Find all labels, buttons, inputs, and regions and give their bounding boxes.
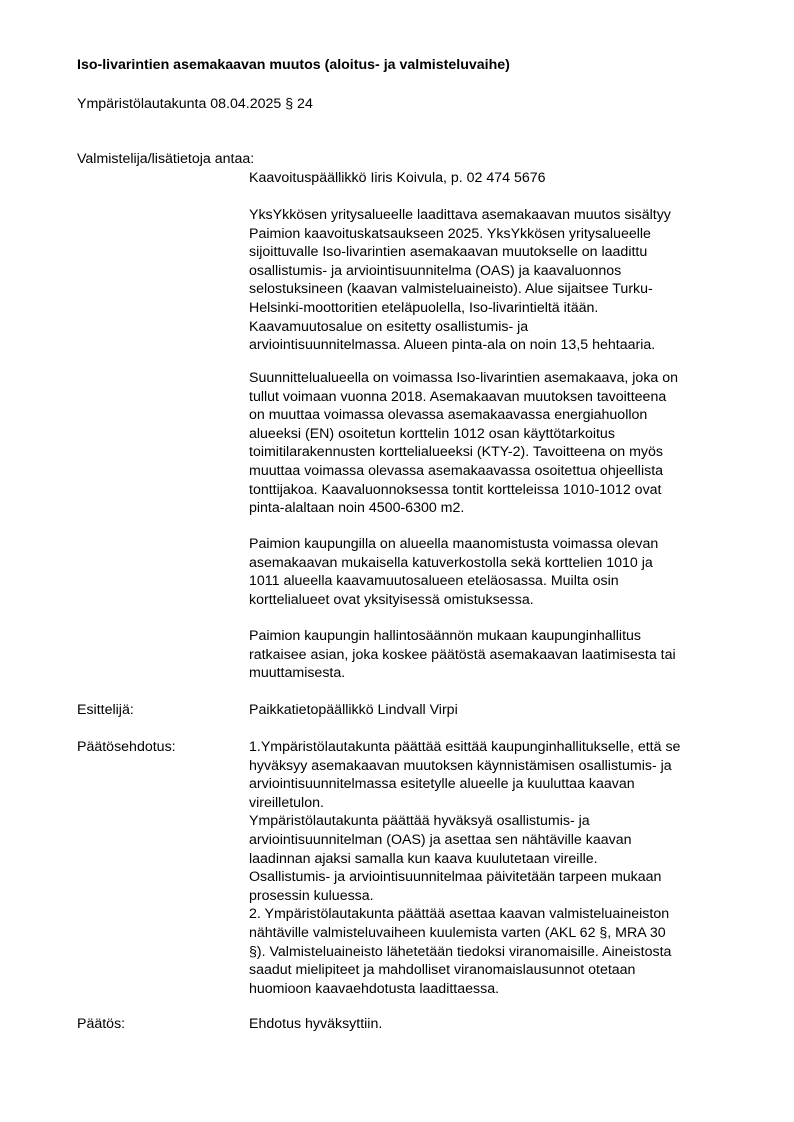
- proposal-line: nähtäville valmisteluvaiheen kuulemista varten (AKL 62 §, MRA 30: [249, 924, 666, 941]
- proposal-text: [249, 738, 739, 998]
- paragraph-line: Suunnittelualueella on voimassa Iso-livarintien asemakaava, joka on: [249, 370, 679, 386]
- proposal-label: Päätösehdotus:: [77, 739, 176, 755]
- paragraph-line: osallistumis- ja arviointisuunnitelma (OAS) ja kaavaluonnos: [249, 262, 622, 279]
- proposal-line: vireilletulon.: [249, 794, 324, 811]
- proposal-line: laadinnan ajaksi samalla kun kaava kuulutetaan vireille.: [249, 850, 598, 867]
- paragraph-line: Paimion kaupungin hallintosäännön mukaan kaupunginhallitus: [249, 628, 642, 644]
- paragraph-line: toimitilarakennusten korttelialueeksi (KTY-2). Tavoitteena on myös: [249, 444, 664, 461]
- paragraph-line: selostuksineen (kaavan valmisteluaineisto). Alue sijaitsee Turku-: [249, 281, 653, 298]
- document-title: Iso-livarintien asemakaavan muutos (aloitus- ja valmisteluvaihe): [77, 57, 510, 73]
- proposal-line: Osallistumis- ja arviointisuunnitelmaa päivitetään tarpeen mukaan: [249, 869, 662, 886]
- paragraph-line: alueeksi (EN) osoitetun korttelin 1012 osan käyttötarkoitus: [249, 425, 615, 442]
- paragraph-3: [249, 535, 739, 609]
- paragraph-line: arviointisuunnitelmassa. Alueen pinta-ala on noin 13,5 hehtaaria.: [249, 337, 656, 354]
- paragraph-line: YksYkkösen yritysalueelle laadittava asemakaavan muutos sisältyy: [249, 207, 671, 223]
- proposal-line: hyväksyy asemakaavan muutoksen käynnistämisen osallistumis- ja: [249, 757, 672, 774]
- proposal-line: §). Valmisteluaineisto lähetetään tiedoksi viranomaisille. Aineistosta: [249, 943, 672, 960]
- presenter-label: Esittelijä:: [77, 702, 134, 718]
- proposal-line: arviointisuunnitelman (OAS) ja asettaa sen nähtäville kaavan: [249, 831, 632, 848]
- decision-label: Päätös:: [77, 1016, 126, 1032]
- paragraph-line: sijoittuvalle Iso-livarintien asemakaavan muutokselle on laadittu: [249, 244, 648, 261]
- paragraph-line: Paimion kaavoituskatsaukseen 2025. YksYkkösen yritysalueelle: [249, 225, 651, 242]
- paragraph-4: [249, 627, 739, 683]
- proposal-line: 1.Ympäristölautakunta päättää esittää kaupunginhallitukselle, että se: [249, 739, 681, 755]
- paragraph-line: 1011 alueella kaavamuutosalueen eteläosassa. Muilta osin: [249, 573, 619, 590]
- preparer-label: Valmistelija/lisätietoja antaa:: [77, 151, 255, 167]
- paragraph-line: Paimion kaupungilla on alueella maanomistusta voimassa olevan: [249, 536, 659, 552]
- paragraph-line: tonttijakoa. Kaavaluonnoksessa tontit kortteleissa 1010-1012 ovat: [249, 481, 662, 498]
- paragraph-line: Kaavamuutosalue on esitetty osallistumis- ja: [249, 318, 529, 335]
- proposal-line: Ympäristölautakunta päättää hyväksyä osallistumis- ja: [249, 813, 590, 830]
- paragraph-line: asemakaavan mukaisella katuverkostolla sekä korttelien 1010 ja: [249, 554, 653, 571]
- proposal-line: prosessin kuluessa.: [249, 887, 374, 904]
- proposal-line: saadut mielipiteet ja mahdolliset viranomaislausunnot otetaan: [249, 962, 636, 979]
- proposal-line: 2. Ympäristölautakunta päättää asettaa kaavan valmisteluaineiston: [249, 906, 670, 923]
- paragraph-2: [249, 369, 739, 518]
- proposal-line: huomioon kaavaehdotusta laadittaessa.: [249, 980, 500, 997]
- presenter-value: Paikkatietopäällikkö Lindvall Virpi: [249, 702, 458, 718]
- paragraph-line: ratkaisee asian, joka koskee päätöstä asemakaavan laatimisesta tai: [249, 646, 676, 663]
- meeting-info: Ympäristölautakunta 08.04.2025 § 24: [77, 96, 313, 112]
- paragraph-1: [249, 206, 739, 355]
- paragraph-line: tullut voimaan vuonna 2018. Asemakaavan muutoksen tavoitteena: [249, 388, 667, 405]
- paragraph-line: pinta-alaltaan noin 4500-6300 m2.: [249, 500, 465, 517]
- proposal-line: arviointisuunnitelmassa esitetylle alueelle ja kuuluttaa kaavan: [249, 776, 635, 793]
- paragraph-line: korttelialueet ovat yksityisessä omistuksessa.: [249, 591, 534, 608]
- paragraph-line: on muuttaa voimassa olevassa asemakaavassa energiahuollon: [249, 407, 648, 424]
- preparer-contact: Kaavoituspäällikkö Iiris Koivula, p. 02 474 5676: [249, 170, 546, 186]
- paragraph-line: Helsinki-moottoritien eteläpuolella, Iso-livarintieltä itään.: [249, 299, 599, 316]
- decision-value: Ehdotus hyväksyttiin.: [249, 1016, 383, 1032]
- paragraph-line: muuttamisesta.: [249, 665, 346, 682]
- paragraph-line: muuttaa voimassa olevassa asemakaavassa osoitettua ohjeellista: [249, 462, 664, 479]
